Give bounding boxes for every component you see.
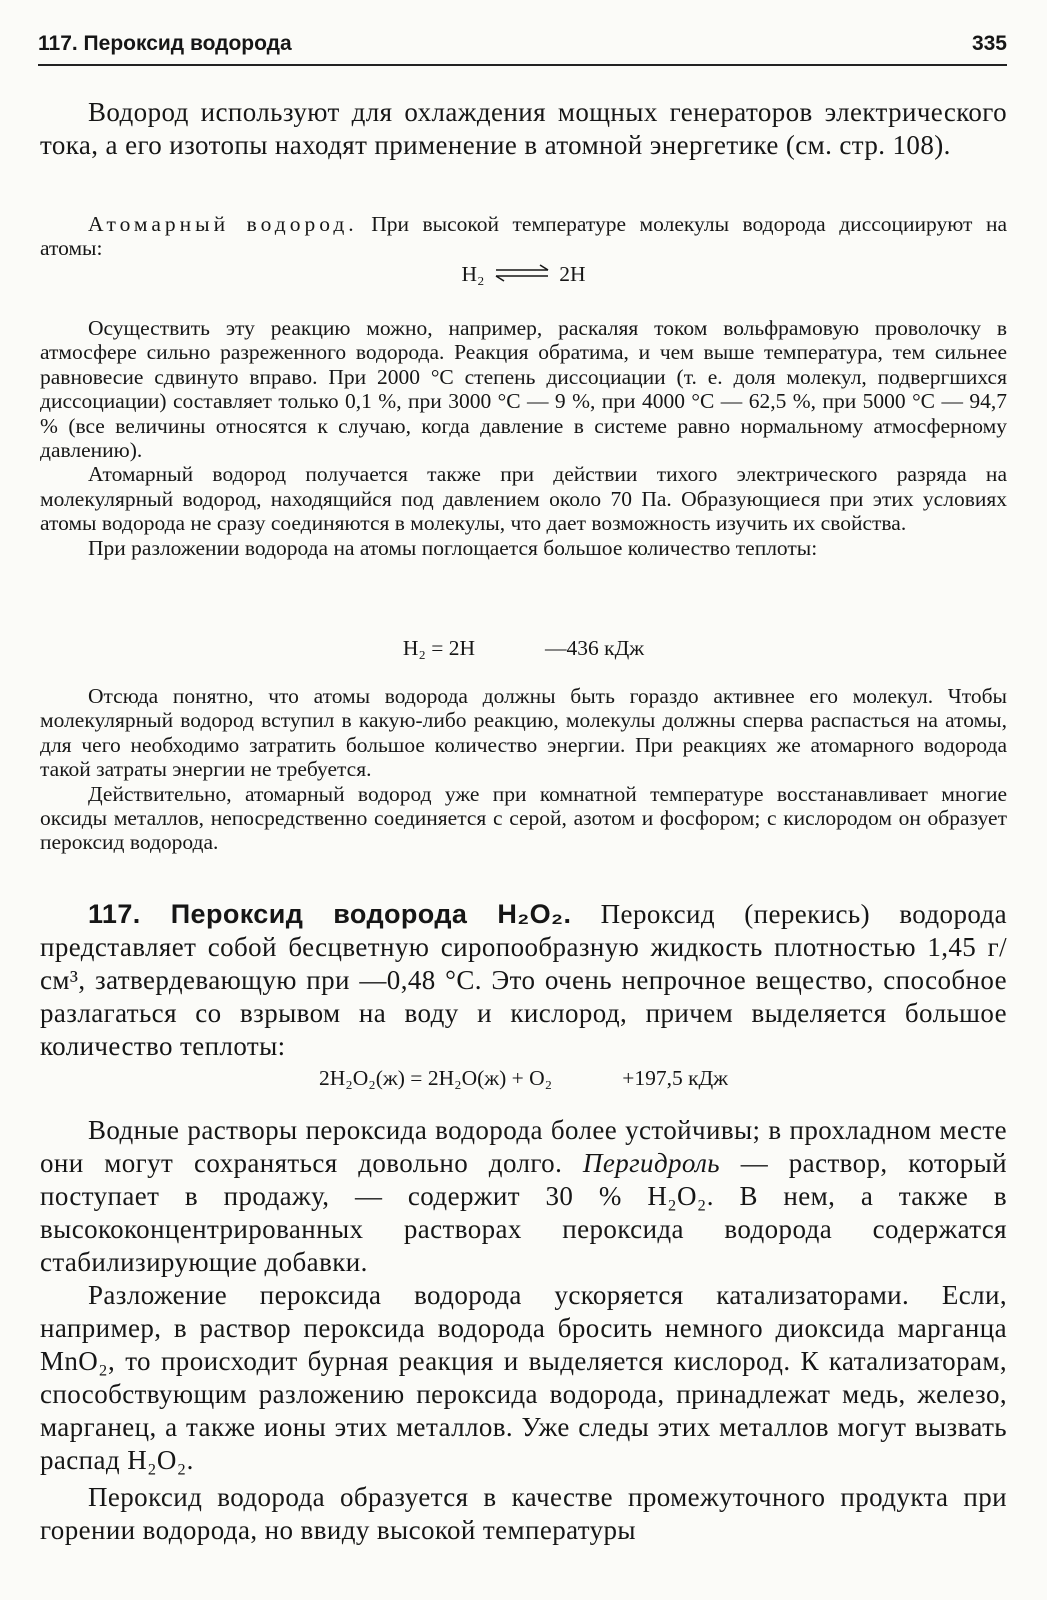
equation-energy: +197,5 кДж [622, 1066, 729, 1090]
equation-left: H₂ [461, 262, 485, 286]
paragraph-peroxide-properties [40, 898, 1007, 1063]
section-peroxide-intro [40, 898, 1007, 1063]
paragraph-formation: Пероксид водорода образуется в качестве промежуточного продукта при горении водорода, но ввиду высокой температуры [40, 1482, 1007, 1545]
section-heading: 117. Пероксид водорода H₂O₂. [88, 899, 572, 929]
equation-reaction: H₂ = 2H [402, 636, 476, 660]
paragraph-solutions [40, 1114, 1007, 1279]
equation-right: 2H [559, 262, 586, 286]
equation-dissociation [0, 262, 1047, 286]
running-title: 117. Пероксид водорода [38, 32, 292, 55]
paragraph-atomic-intro [40, 212, 1007, 261]
paragraph-electric-discharge: Атомарный водород получается также при действии тихого электрического разряда на молекулярный водород, находящийся под давлением около 70 Па. Образующиеся при этих условиях атомы водорода не сразу соединяются в молекулы, что дает возможность изучить их свойства. [40, 462, 1007, 536]
paragraph-activity: Отсюда понятно, что атомы водорода должны быть гораздо активнее его молекул. Чтобы молекулярный водород вступил в какую-либо реакцию, молекулы должны сперва распасться на атомы, для чего необходимо затратить большое количество энергии. При реакциях же атомарного водорода такой затраты энергии не требуется. [40, 684, 1007, 782]
paragraph-reduction: Действительно, атомарный водород уже при комнатной температуре восстанавливает многие оксиды металлов, непосредственно соединяется с серой, азотом и фосфором; с кислородом он образует пероксид водорода. [40, 781, 1007, 855]
solutions-text: Водные растворы пероксида водорода более устойчивы; в прохладном месте они могут сохраняться довольно долго. [40, 1115, 1007, 1178]
intro-paragraph-block [40, 96, 1007, 162]
atomic-intro-text: При высокой температуре молекулы водорода диссоциируют на атомы: [40, 212, 1008, 261]
paragraph-catalysts: Разложение пероксида водорода ускоряется катализаторами. Если, например, в раствор пероксида водорода бросить немного диоксида марганца MnO₂, то происходит бурная реакция и выделяется кислород. К катализаторам, способствующим разложению пероксида водорода, принадлежат медь, железо, марганец, а также ионы этих металлов. Уже следы этих металлов могут вызвать распад H₂O₂. [40, 1280, 1007, 1475]
atomic-hydrogen-conclusion [40, 684, 1007, 855]
equilibrium-arrows-icon [490, 262, 554, 284]
atomic-hydrogen-body [40, 316, 1007, 560]
atomic-hydrogen-title: Атомарный водород. [88, 212, 358, 236]
solutions-text-continued: — раствор, который поступает в продажу, — содержит 30 % H₂O₂. В нем, а также в высококонцентрированных растворах пероксида водорода содержатся стабилизирующие добавки. [40, 1148, 1007, 1277]
paragraph-dissociation-degree: Осуществить эту реакцию можно, например, раскаляя током вольфрамовую проволочку в атмосфере сильно разреженного водорода. Реакция обратима, и чем выше температура, тем сильнее равновесие сдвинуто вправо. При 2000 °C степень диссоциации (т. е. доля молекул, подвергшихся диссоциации) составляет только 0,1 %, при 3000 °C — 9 %, при 4000 °C — 62,5 %, при 5000 °C — 94,7 % (все величины относятся к случаю, когда давление в системе равно нормальному атмосферному давлению). [40, 316, 1007, 463]
equation-peroxide-decomposition [0, 1066, 1047, 1090]
atomic-hydrogen-intro-block [40, 212, 1007, 261]
paragraph-hydrogen-uses: Водород используют для охлаждения мощных генераторов электрического тока, а его изотопы находят применение в атомной энергетике (см. стр. 108). [40, 97, 1007, 160]
peroxide-properties-text: Пероксид (перекись) водорода представляет собой бесцветную сиропообразную жидкость плотностью 1,45 г/см³, затвердевающую при —0,48 °C. Это очень непрочное вещество, способное разлагаться со взрывом на воду и кислород, причем выделяется большое количество теплоты: [40, 899, 1007, 1061]
page-number: 335 [971, 32, 1007, 55]
section-peroxide-body [40, 1114, 1007, 1547]
equation-energy: —436 кДж [545, 636, 645, 660]
equation-reaction: 2H₂O₂(ж) = 2H₂O(ж) + O₂ [318, 1066, 553, 1090]
equation-decomposition-energy [0, 636, 1047, 660]
term-perhydrol: Пергидроль [582, 1148, 720, 1178]
paragraph-heat-absorbed: При разложении водорода на атомы поглощается большое количество теплоты: [88, 535, 818, 560]
running-header [38, 28, 1007, 66]
